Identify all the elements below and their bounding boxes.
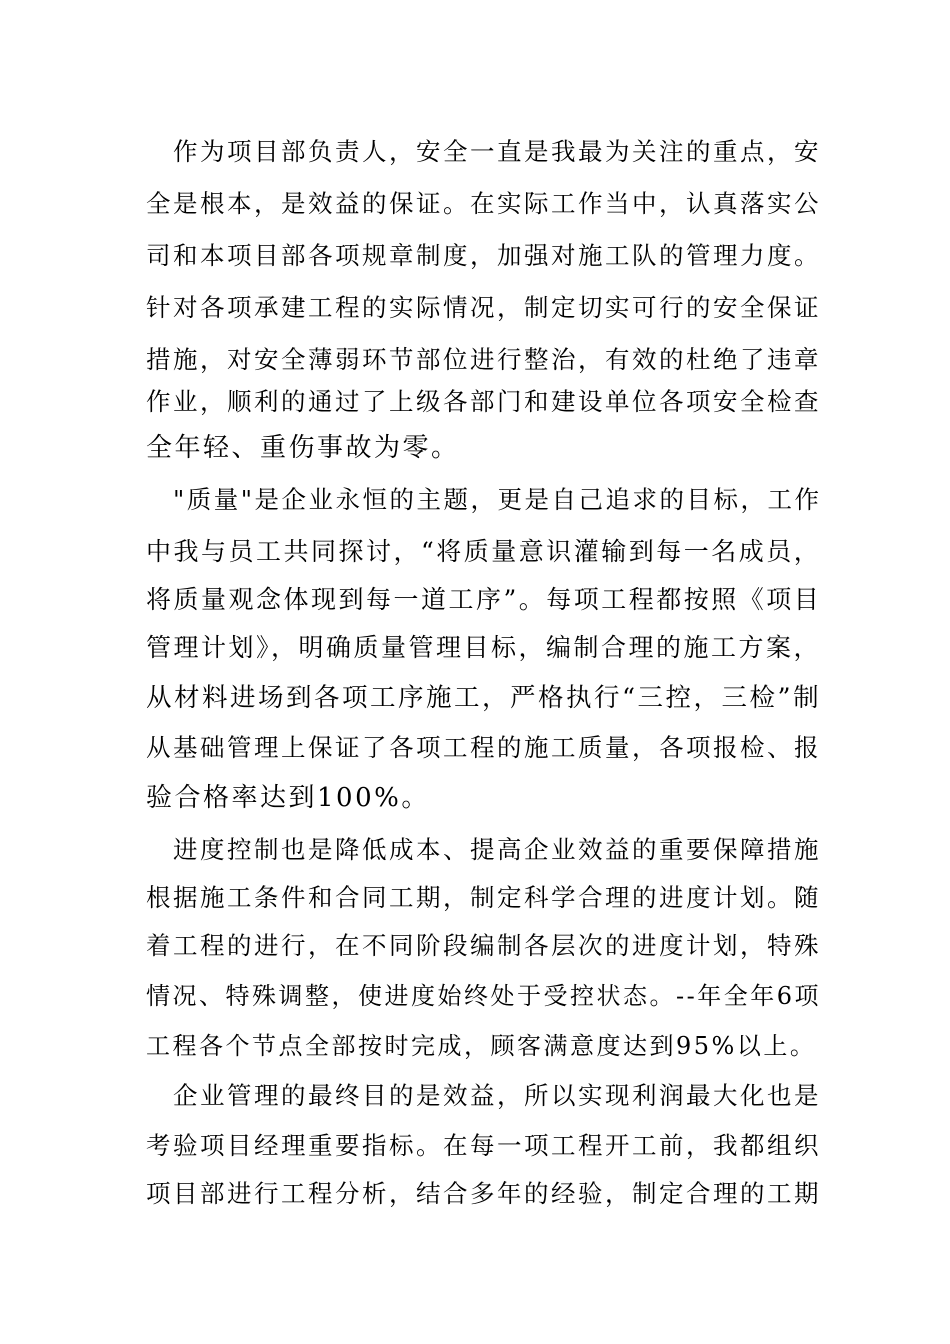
text-line-6: 作业，顺利的通过了上级各部门和建设单位各项安全检查: [146, 387, 821, 416]
text-line-12: 从材料进场到各项工序施工，严格执行“三控，三检”制: [146, 683, 822, 713]
text-line-10: 将质量观念体现到每一道工序”。每项工程都按照《项目: [146, 585, 822, 614]
text-line-3: 司和本项目部各项规章制度，加强对施工队的管理力度。: [146, 241, 821, 270]
text-line-2: 全是根本，是效益的保证。在实际工作当中，认真落实公: [146, 189, 821, 218]
text-line-14: 验合格率达到100%。: [146, 783, 430, 813]
text-line-13: 从基础管理上保证了各项工程的施工质量，各项报检、报: [146, 733, 821, 762]
text-line-21: 考验项目经理重要指标。在每一项工程开工前，我都组织: [146, 1131, 821, 1160]
text-line-5: 措施，对安全薄弱环节部位进行整治，有效的杜绝了违章: [146, 345, 821, 374]
text-line-8: "质量"是企业永恒的主题，更是自己追求的目标，工作: [146, 485, 822, 514]
text-line-4: 针对各项承建工程的实际情况，制定切实可行的安全保证: [146, 293, 821, 322]
text-line-15: 进度控制也是降低成本、提高企业效益的重要保障措施: [146, 835, 821, 864]
text-line-19: 工程各个节点全部按时完成，顾客满意度达到95%以上。: [146, 1032, 817, 1060]
text-line-9: 中我与员工共同探讨，“将质量意识灌输到每一名成员，: [146, 537, 822, 566]
text-line-20: 企业管理的最终目的是效益，所以实现利润最大化也是: [146, 1081, 821, 1110]
text-line-7: 全年轻、重伤事故为零。: [146, 433, 460, 463]
text-line-1: 作为项目部负责人，安全一直是我最为关注的重点，安: [146, 137, 821, 166]
text-line-11: 管理计划》，明确质量管理目标，编制合理的施工方案，: [146, 633, 822, 662]
text-line-18: 情况、特殊调整，使进度始终处于受控状态。--年全年6项: [146, 982, 821, 1010]
text-line-22: 项目部进行工程分析，结合多年的经验，制定合理的工期: [146, 1179, 821, 1208]
text-line-16: 根据施工条件和合同工期，制定科学合理的进度计划。随: [146, 883, 821, 912]
text-line-17: 着工程的进行，在不同阶段编制各层次的进度计划，特殊: [146, 931, 821, 960]
